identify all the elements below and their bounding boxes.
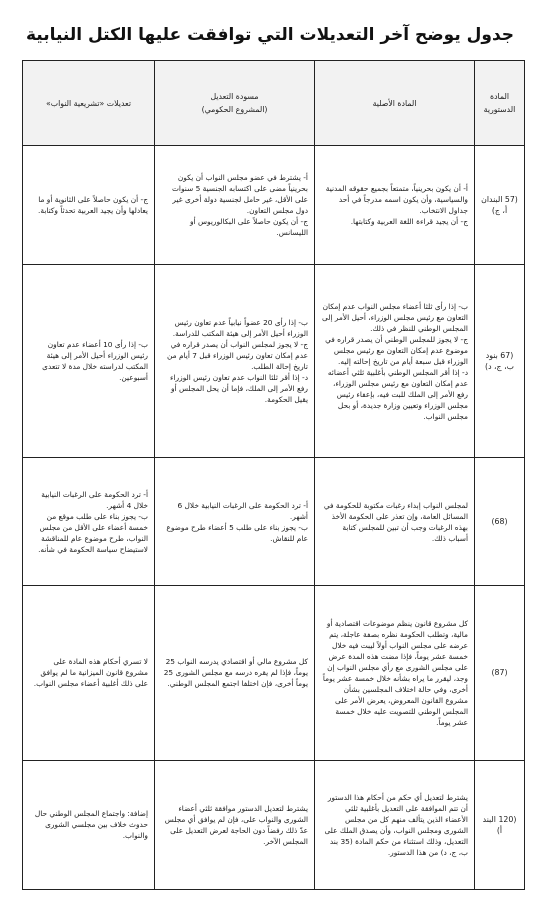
- header-mp-amendments: تعديلات «تشريعية النواب»: [23, 61, 155, 146]
- header-draft-line1: مسودة التعديل: [210, 92, 259, 101]
- draft-cell: كل مشروع مالي أو اقتصادي يدرسه النواب 25 يوماً، فإذا لم يقره درسه مع مجلس الشورى 25 يوماً أخرى، فإن اختلفا اجتمع المجلس الوطني.: [155, 586, 315, 761]
- table-row: [23, 146, 525, 265]
- draft-cell: أ- يشترط في عضو مجلس النواب أن يكون بحرينياً مضى على اكتسابه الجنسية 5 سنوات على الأقل، غير حامل لجنسية دولة أخرى غير دول مجلس التعاون. ج- أن يكون حاصلاً على البكالوريوس أو الليسانس.: [155, 146, 315, 265]
- article-cell: (67 بنود ب، ج، د): [475, 265, 525, 458]
- original-cell: كل مشروع قانون ينظم موضوعات اقتصادية أو مالية، وتطلب الحكومة نظره بصفة عاجلة، يتم عرضه على مجلس النواب أولاً ليبت فيه خلال خمسة عشر يوماً، فإذا مضت هذه المدة عرض على مجلس الشورى مع رأي مجلس النواب إن وجد، ليقرر ما يراه بشأنه خلال خمسة عشر يوماً أخرى، وفي حالة اختلاف المجلسين بشأن مشروع القانون المعروض، يعرض الأمر على المجلس الوطني للتصويت عليه خلال خمسة عشر يوماً.: [315, 586, 475, 761]
- table-row: [23, 265, 525, 458]
- draft-cell: يشترط لتعديل الدستور موافقة ثلثي أعضاء الشورى والنواب على، فإن لم يوافق أي مجلس عدّ ذلك رفضاً دون الحاجة لعرض التعديل على المجلس الآخر.: [155, 760, 315, 889]
- article-cell: (87): [475, 586, 525, 761]
- mp-amendment-cell: ج- أن يكون حاصلاً على الثانوية أو ما يعادلها وأن يجيد العربية تحدثاً وكتابة.: [23, 146, 155, 265]
- mp-amendment-cell: لا تسري أحكام هذه المادة على مشروع قانون الميزانية ما لم يوافق على ذلك أغلبية أعضاء مجلس النواب.: [23, 586, 155, 761]
- original-cell: أ- أن يكون بحرينياً، متمتعاً بجميع حقوقه المدنية والسياسية، وأن يكون اسمه مدرجاً في أحد جداول الانتخاب. ج- أن يجيد قراءة اللغة العربية وكتابتها.: [315, 146, 475, 265]
- original-cell: يشترط لتعديل أي حكم من أحكام هذا الدستور أن تتم الموافقة على التعديل بأغلبية ثلثي الأعضاء الذين يتألف منهم كل من مجلس الشورى ومجلس النواب، وأن يصدق الملك على التعديل، وذلك استثناء من حكم المادة (35 بند ب، ج، د) من هذا الدستور.: [315, 760, 475, 889]
- draft-cell: ب- إذا رأى 20 عضواً نيابياً عدم تعاون رئيس الوزراء أحيل الأمر إلى هيئة المكتب للدراسة. ج- لا يجوز لمجلس النواب أن يصدر قراره في عدم إمكان تعاون رئيس الوزراء قبل 7 أيام من تاريخ إحالة الطلب. د- إذا أقر ثلثا النواب عدم تعاون رئيس الوزراء رفع الأمر إلى الملك، فإما أن يحل المجلس أو يقيل الحكومة.: [155, 265, 315, 458]
- table-header-row: [23, 61, 525, 146]
- article-cell: (120 البند أ): [475, 760, 525, 889]
- table-row: [23, 586, 525, 761]
- mp-amendment-cell: ب- إذا رأى 10 أعضاء عدم تعاون رئيس الوزراء أحيل الأمر إلى هيئة المكتب لدراسته خلال مدة لا تتعدى أسبوعين.: [23, 265, 155, 458]
- header-draft-line2: (المشروع الحكومي): [201, 105, 268, 114]
- header-article: المادة الدستورية: [475, 61, 525, 146]
- header-original: المادة الأصلية: [315, 61, 475, 146]
- table-row: [23, 457, 525, 585]
- amendments-table: [22, 60, 525, 890]
- original-cell: لمجلس النواب إبداء رغبات مكتوبة للحكومة في المسائل العامة، وإن تعذر على الحكومة الأخذ بهذه الرغبات وجب أن تبين للمجلس كتابة أسباب ذلك.: [315, 457, 475, 585]
- page-title: جدول يوضح آخر التعديلات التي توافقت عليها الكتل النيابية: [25, 25, 515, 45]
- mp-amendment-cell: إضافة: واجتماع المجلس الوطني حال حدوث خلاف بين مجلسي الشورى والنواب.: [23, 760, 155, 889]
- article-cell: (68): [475, 457, 525, 585]
- mp-amendment-cell: أ- ترد الحكومة على الرغبات النيابية خلال 4 أشهر. ب- يجوز بناء على طلب موقع من خمسة أعضاء على الأقل من مجلس النواب، طرح موضوع عام للمناقشة لاستيضاح سياسة الحكومة في شأنه.: [23, 457, 155, 585]
- original-cell: ب- إذا رأى ثلثا أعضاء مجلس النواب عدم إمكان التعاون مع رئيس مجلس الوزراء، أحيل الأمر إلى المجلس الوطني للنظر في ذلك. ج- لا يجوز للمجلس الوطني أن يصدر قراره في موضوع عدم إمكان التعاون مع رئيس مجلس الوزراء قبل سبعة أيام من تاريخ إحالته إليه. د- إذا أقر المجلس الوطني بأغلبية ثلثي أعضائه عدم إمكان التعاون مع رئيس مجلس الوزراء، رفع الأمر إلى الملك للبت فيه، بإعفاء رئيس مجلس الوزراء وتعيين وزارة جديدة، أو بحل مجلس النواب.: [315, 265, 475, 458]
- draft-cell: أ- ترد الحكومة على الرغبات النيابية خلال 6 أشهر. ب- يجوز بناء على طلب 5 أعضاء طرح موضوع عام للنقاش.: [155, 457, 315, 585]
- table-row: [23, 760, 525, 889]
- article-cell: (57 البندان أ، ج): [475, 146, 525, 265]
- header-draft: [155, 61, 315, 146]
